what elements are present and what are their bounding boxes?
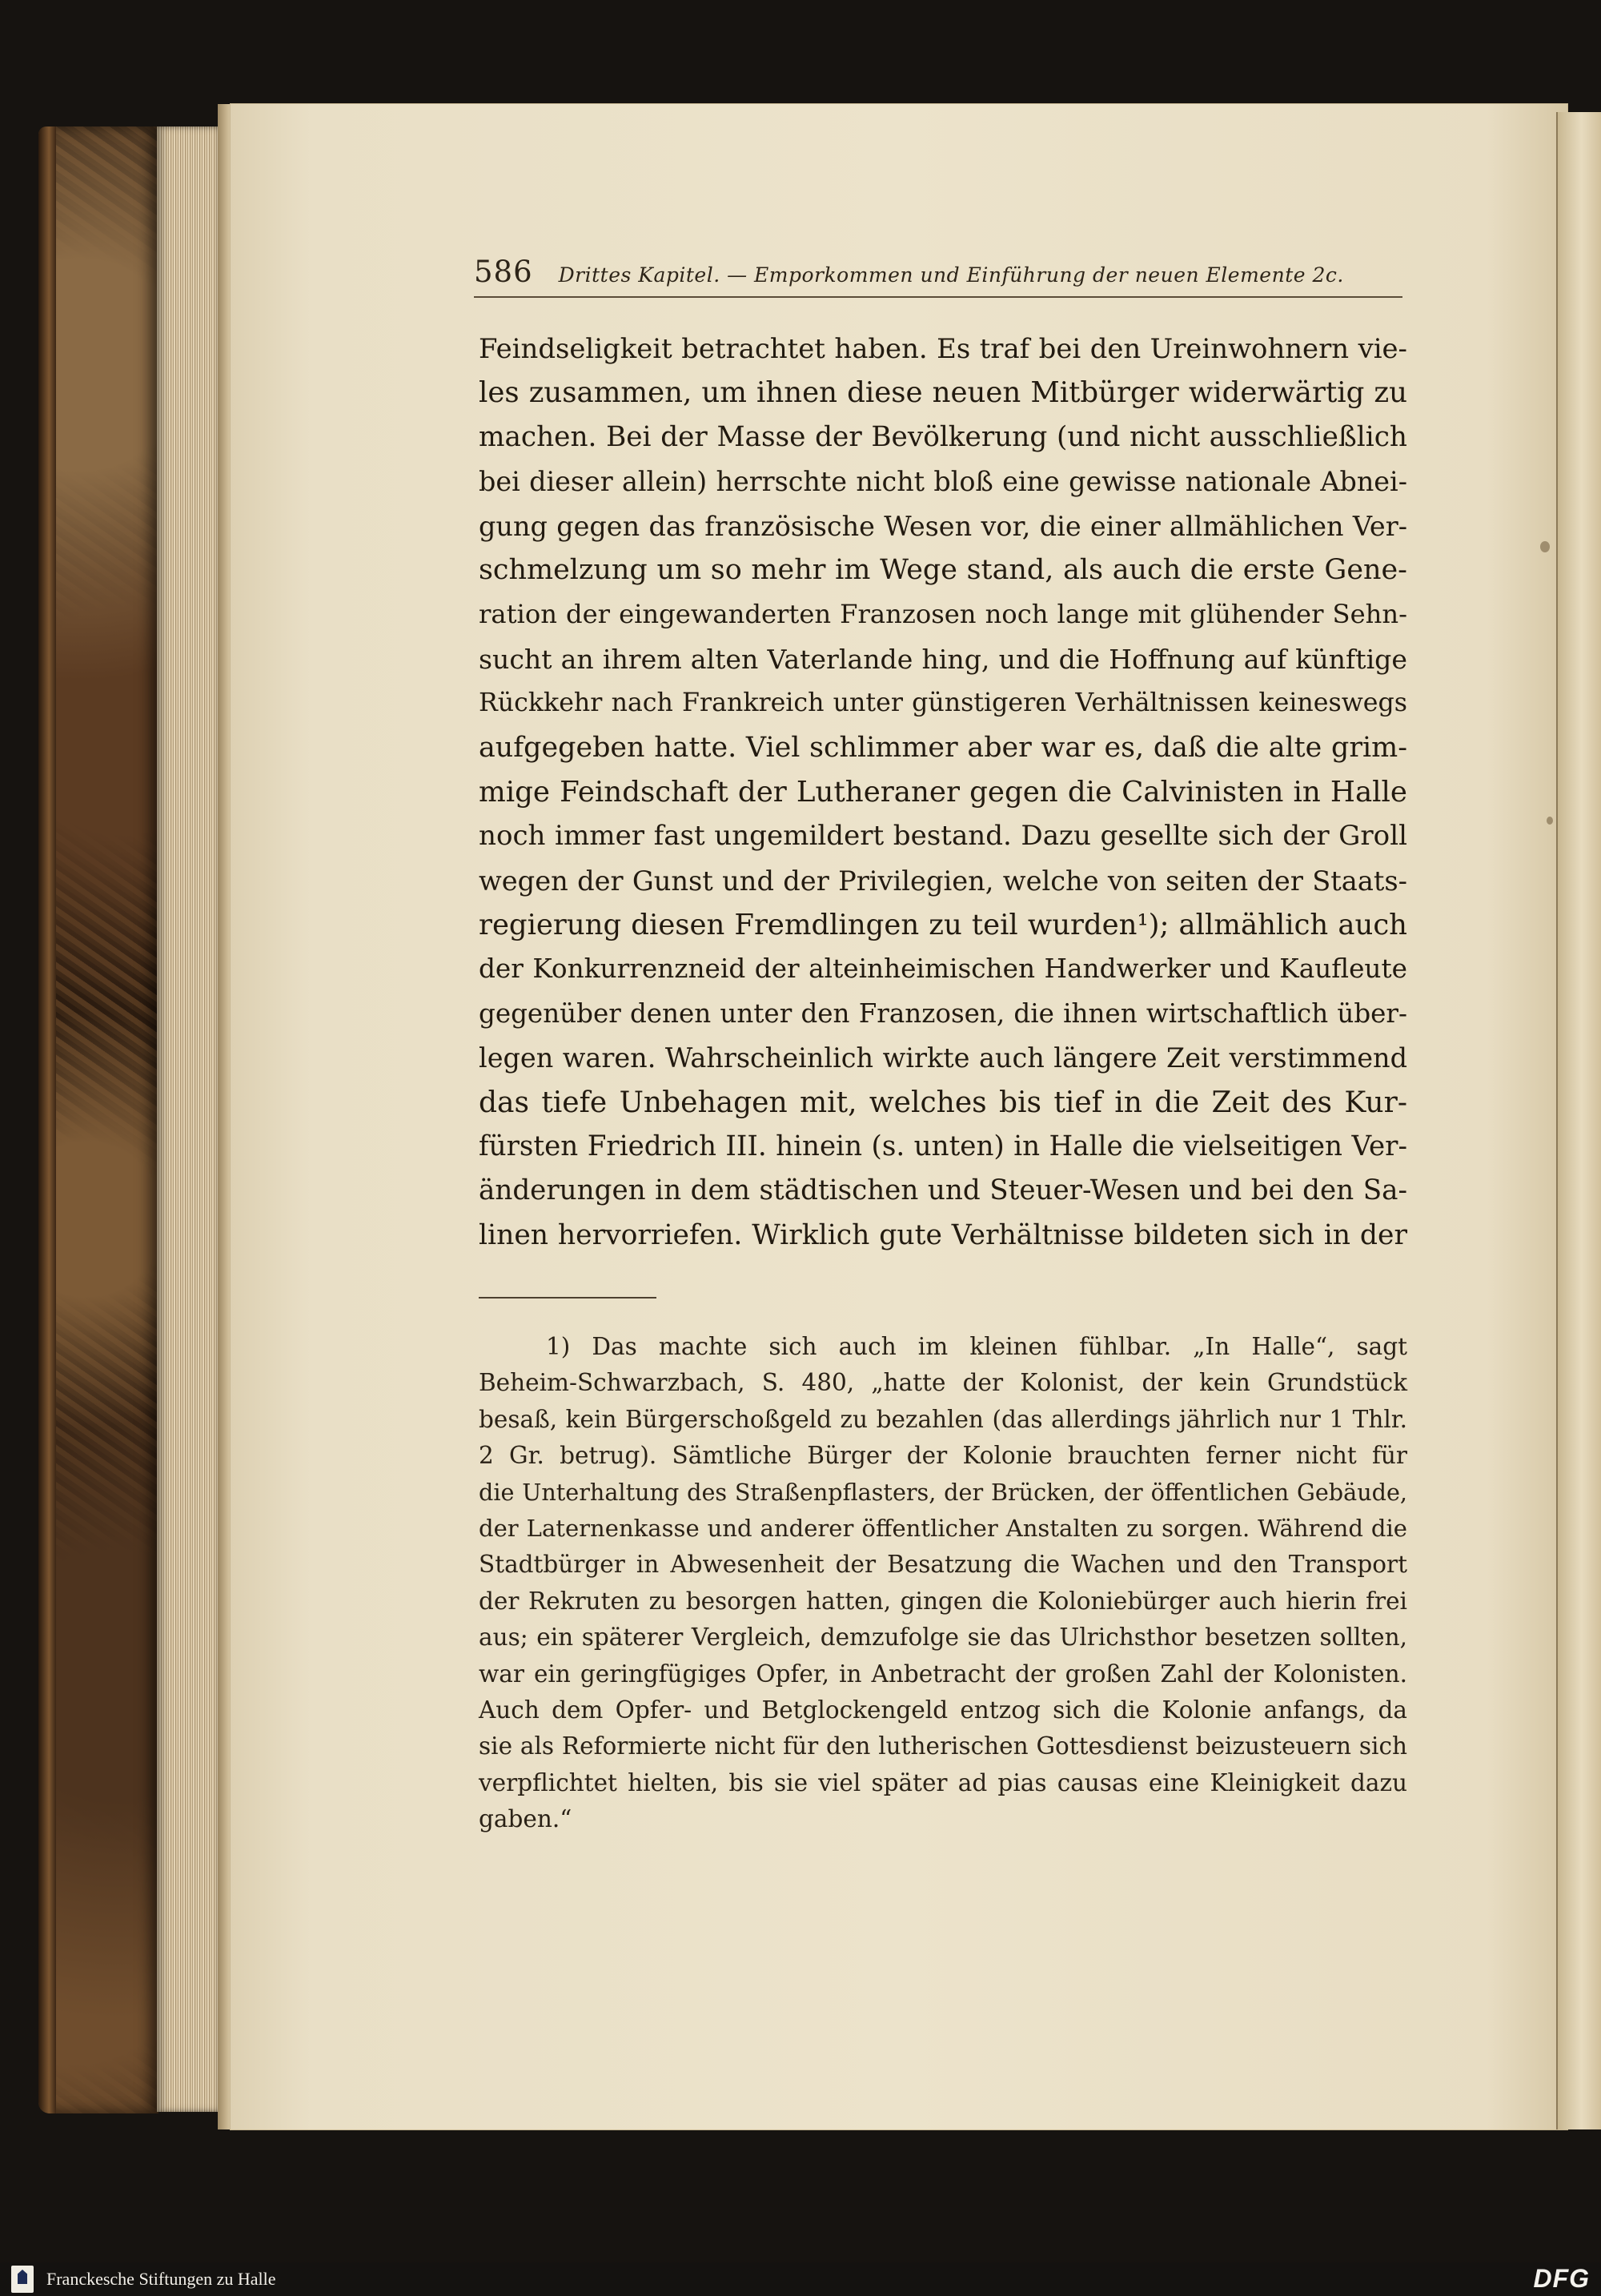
paper-spot <box>1547 817 1553 825</box>
text-line: regierung diesen Fremdlingen zu teil wurden¹); allmählich auch <box>479 909 1407 942</box>
marbled-book-cover <box>38 126 158 2113</box>
footnote-line: aus; ein späterer Vergleich, demzufolge sie das Ulrichsthor besetzen sollten, <box>479 1624 1407 1652</box>
text-line: sucht an ihrem alten Vaterlande hing, und die Hoffnung auf künftige <box>479 643 1407 675</box>
page-number: 586 <box>474 255 533 289</box>
footnote-line: Auch dem Opfer- und Betglockengeld entzog sich die Kolonie anfangs, da <box>479 1696 1407 1724</box>
text-line: gung gegen das französische Wesen vor, die einer allmählichen Ver- <box>479 510 1407 542</box>
text-line: schmelzung um so mehr im Wege stand, als auch die erste Gene- <box>479 553 1407 586</box>
footnote-line: 2 Gr. betrug). Sämtliche Bürger der Kolonie brauchten ferner nicht für <box>479 1442 1407 1470</box>
footnote-line: Beheim-Schwarzbach, S. 480, „hatte der Kolonist, der kein Grundstück <box>479 1369 1407 1397</box>
footnote-line: die Unterhaltung des Straßenpflasters, der Brücken, der öffentlichen Gebäude, <box>479 1478 1407 1506</box>
footnote-line: 1) Das machte sich auch im kleinen fühlbar. „In Halle“, sagt <box>546 1333 1407 1360</box>
facing-page-strip <box>1558 112 1601 2129</box>
footnote-line: Stadtbürger in Abwesenheit der Besatzung die Wachen und den Transport <box>479 1551 1407 1579</box>
running-head <box>474 255 1402 298</box>
header-rule <box>474 296 1402 298</box>
text-line: änderungen in dem städtischen und Steuer-Wesen und bei den Sa- <box>479 1174 1407 1207</box>
dfg-logo[interactable]: DFG <box>1533 2264 1590 2293</box>
text-line: Rückkehr nach Frankreich unter günstigeren Verhältnissen keineswegs <box>479 688 1407 718</box>
text-line: gegenüber denen unter den Franzosen, die ihnen wirtschaftlich über- <box>479 997 1407 1029</box>
footnote-line: war ein geringfügiges Opfer, in Anbetracht der großen Zahl der Kolonisten. <box>479 1660 1407 1688</box>
viewer-footer-bar <box>0 2262 1601 2296</box>
text-line: machen. Bei der Masse der Bevölkerung (und nicht ausschließlich <box>479 420 1407 453</box>
institution-name[interactable]: Franckesche Stiftungen zu Halle <box>46 2269 276 2289</box>
footnote-line: der Rekruten zu besorgen hatten, gingen die Koloniebürger auch hierin frei <box>479 1587 1407 1615</box>
running-title: Drittes Kapitel. — Emporkommen und Einführung der neuen Elemente 2c. <box>558 263 1344 287</box>
cover-edge <box>38 126 56 2113</box>
text-line: fürsten Friedrich III. hinein (s. unten) in Halle die vielseitigen Ver- <box>479 1130 1407 1163</box>
text-line: das tiefe Unbehagen mit, welches bis tief in die Zeit des Kur- <box>479 1086 1407 1119</box>
paper-spot <box>1540 541 1550 552</box>
footnote-line: gaben.“ <box>479 1805 572 1833</box>
footnote <box>479 1329 1407 1837</box>
text-line: legen waren. Wahrscheinlich wirkte auch längere Zeit verstimmend <box>479 1042 1407 1074</box>
footnote-rule <box>479 1297 656 1299</box>
footnote-line: sie als Reformierte nicht für den lutherischen Gottesdienst beizusteuern sich <box>479 1732 1407 1760</box>
text-line: mige Feindschaft der Lutheraner gegen die Calvinisten in Halle <box>479 775 1407 809</box>
institution-logo-icon[interactable] <box>11 2266 34 2293</box>
text-line: der Konkurrenzneid der alteinheimischen Handwerker und Kaufleute <box>479 953 1407 985</box>
text-line: linen hervorriefen. Wirklich gute Verhältnisse bildeten sich in der <box>479 1218 1407 1251</box>
footnote-line: der Laternenkasse und anderer öffentlicher Anstalten zu sorgen. Während die <box>479 1514 1407 1542</box>
text-line: noch immer fast ungemildert bestand. Dazu gesellte sich der Groll <box>479 820 1407 853</box>
text-line: les zusammen, um ihnen diese neuen Mitbürger widerwärtig zu <box>479 376 1407 410</box>
footnote-line: besaß, kein Bürgerschoßgeld zu bezahlen (das allerdings jährlich nur 1 Thlr. <box>479 1405 1407 1433</box>
text-line: ration der eingewanderten Franzosen noch lange mit glühender Sehn- <box>479 599 1407 630</box>
text-line: wegen der Gunst und der Privilegien, welche von seiten der Staats- <box>479 865 1407 897</box>
text-line: aufgegeben hatte. Viel schlimmer aber war es, daß die alte grim- <box>479 731 1407 764</box>
text-line: bei dieser allein) herrschte nicht bloß eine gewisse nationale Abnei- <box>479 466 1407 498</box>
footnote-line: verpflichtet hielten, bis sie viel später ad pias causas eine Kleinigkeit dazu <box>479 1768 1407 1796</box>
page-edges <box>157 126 221 2112</box>
main-text <box>479 327 1407 1258</box>
text-line: Feindseligkeit betrachtet haben. Es traf bei den Ureinwohnern vie- <box>479 333 1407 364</box>
